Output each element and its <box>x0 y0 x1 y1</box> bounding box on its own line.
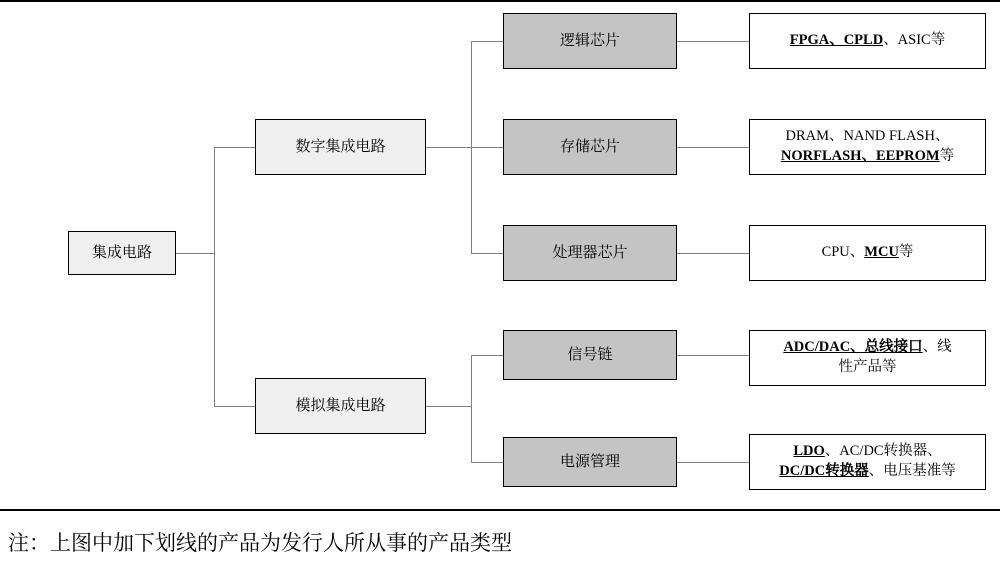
leaf-signal-bold: ADC/DAC、总线接口 <box>783 339 923 356</box>
connector-memory-stub <box>471 147 503 148</box>
node-digital-ic-label: 数字集成电路 <box>295 138 386 155</box>
node-logic-chip-label: 逻辑芯片 <box>559 32 620 49</box>
leaf-logic-products <box>749 13 986 69</box>
connector-branch2-stub <box>214 406 255 407</box>
connector-digital-right <box>426 147 472 148</box>
leaf-power-rest1: 、AC/DC转换器、 <box>824 443 942 460</box>
node-signal-chain-label: 信号链 <box>567 346 613 363</box>
node-root-label: 集成电路 <box>91 244 152 261</box>
node-memory-chip <box>503 119 677 175</box>
connector-signal-stub <box>471 355 503 356</box>
leaf-logic-bold: FPGA、CPLD <box>789 32 884 49</box>
connector-analog-spine <box>471 355 472 462</box>
leaf-memory-line1: DRAM、NAND FLASH、 <box>785 128 950 145</box>
node-processor-chip <box>503 225 677 281</box>
leaf-processor-prefix: CPU、 <box>821 244 865 261</box>
leaf-signal-rest: 、线 <box>922 339 952 356</box>
node-signal-chain <box>503 330 677 380</box>
node-processor-chip-label: 处理器芯片 <box>552 244 628 261</box>
bottom-rule <box>0 509 1000 511</box>
node-memory-chip-label: 存储芯片 <box>559 138 620 155</box>
node-power-management <box>503 437 677 487</box>
node-power-management-label: 电源管理 <box>559 453 620 470</box>
node-logic-chip <box>503 13 677 69</box>
connector-analog-right <box>426 406 472 407</box>
leaf-memory-bold: NORFLASH、EEPROM <box>780 148 940 164</box>
leaf-memory-line2-rest: 等 <box>939 148 955 164</box>
top-rule <box>0 0 1000 2</box>
connector-logic-product <box>677 41 749 42</box>
connector-power-stub <box>471 462 503 463</box>
figure-note: 注：上图中加下划线的产品为发行人所从事的产品类型 <box>8 531 512 555</box>
connector-branch1-stub <box>214 147 255 148</box>
leaf-processor-bold: MCU <box>864 244 899 261</box>
leaf-power-bold2: DC/DC转换器 <box>779 463 869 479</box>
connector-signal-product <box>677 355 749 356</box>
leaf-logic-rest: 、ASIC等 <box>883 32 946 49</box>
node-analog-ic-label: 模拟集成电路 <box>295 397 386 414</box>
leaf-memory-products <box>749 119 986 175</box>
leaf-processor-products <box>749 225 986 281</box>
node-analog-ic <box>255 378 426 434</box>
leaf-power-bold1: LDO <box>793 443 825 460</box>
connector-root-right <box>176 253 214 254</box>
connector-processor-product <box>677 253 749 254</box>
leaf-power-products <box>749 434 986 490</box>
connector-processor-stub <box>471 253 503 254</box>
connector-root-spine <box>214 147 215 407</box>
connector-logic-stub <box>471 41 503 42</box>
leaf-signal-line2: 性产品等 <box>838 359 897 375</box>
connector-power-product <box>677 462 749 463</box>
node-digital-ic <box>255 119 426 175</box>
leaf-power-rest2: 、电压基准等 <box>868 463 956 479</box>
leaf-signal-products <box>749 330 986 386</box>
leaf-processor-suffix: 等 <box>898 244 914 261</box>
connector-memory-product <box>677 147 749 148</box>
node-root <box>68 231 176 275</box>
